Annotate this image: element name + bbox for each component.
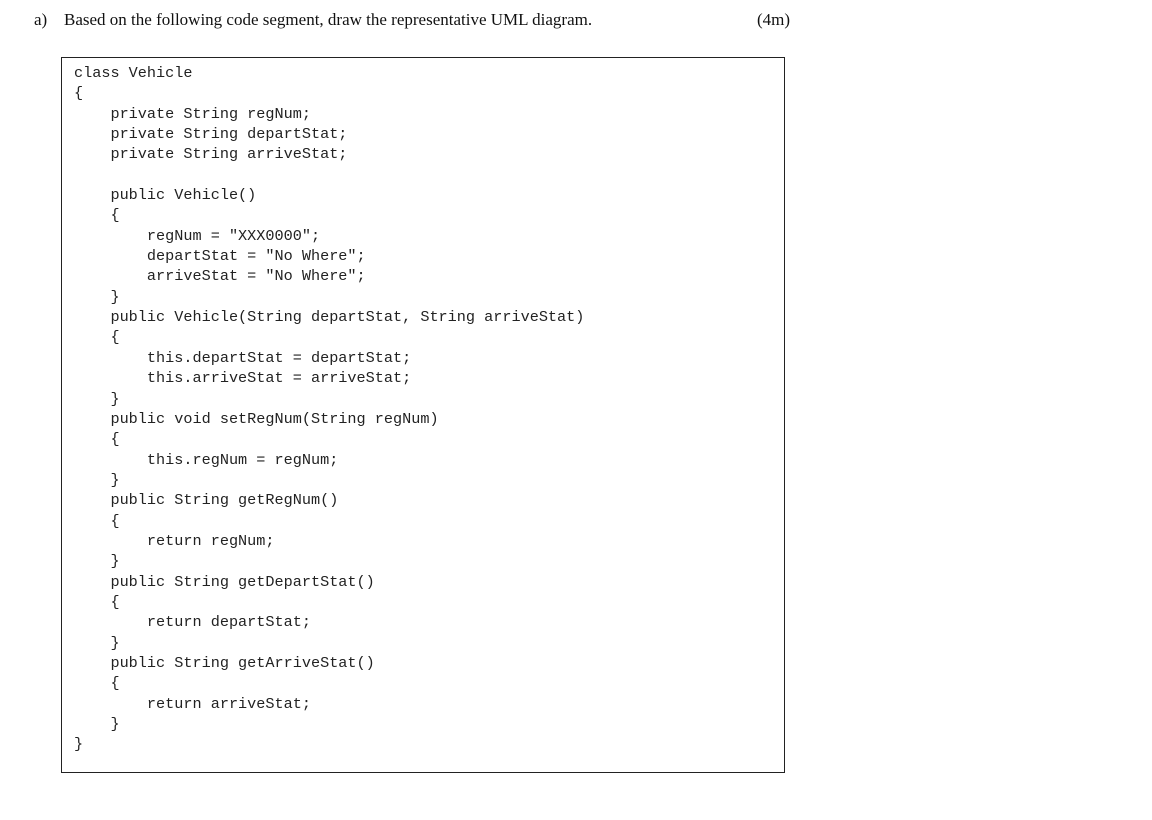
code-line: {: [74, 430, 120, 449]
code-line: }: [74, 470, 120, 489]
code-line: }: [74, 389, 120, 408]
code-line: {: [74, 84, 84, 103]
code-line: }: [74, 735, 84, 754]
code-line: public Vehicle(): [74, 186, 257, 205]
code-lines: [74, 63, 584, 755]
code-line: }: [74, 715, 120, 733]
code-line: {: [74, 511, 120, 530]
code-line: class Vehicle: [74, 64, 193, 82]
code-line: {: [74, 674, 120, 693]
code-line: }: [74, 633, 120, 652]
code-line: private String departStat;: [74, 125, 348, 144]
code-line: }: [74, 287, 120, 306]
code-line: return departStat;: [74, 613, 311, 632]
code-line: public void setRegNum(String regNum): [74, 409, 439, 428]
code-line: private String arriveStat;: [74, 145, 348, 164]
code-line: regNum = "XXX0000";: [74, 226, 321, 245]
code-line: departStat = "No Where";: [74, 247, 366, 266]
code-line: this.departStat = departStat;: [74, 348, 412, 367]
code-line: return arriveStat;: [74, 694, 311, 713]
code-line: public String getRegNum(): [74, 491, 339, 510]
question-marks: (4m): [757, 10, 791, 29]
question-line: [0, 10, 1152, 34]
question-label: a): [34, 10, 48, 29]
code-line: {: [74, 328, 120, 347]
code-line: this.regNum = regNum;: [74, 450, 339, 469]
code-line: public String getDepartStat(): [74, 572, 375, 591]
code-line: {: [74, 206, 120, 225]
code-line: public String getArriveStat(): [74, 653, 375, 672]
code-line: return regNum;: [74, 531, 275, 550]
code-segment-box: [61, 57, 785, 773]
code-line: arriveStat = "No Where";: [74, 267, 366, 286]
code-line: }: [74, 552, 120, 571]
code-line: {: [74, 592, 120, 611]
question-text: Based on the following code segment, draw the representative UML diagram.: [64, 10, 593, 29]
code-line: [74, 165, 584, 185]
code-line: public Vehicle(String departStat, String arriveStat): [74, 308, 585, 327]
code-line: this.arriveStat = arriveStat;: [74, 369, 412, 388]
code-line: private String regNum;: [74, 104, 311, 123]
